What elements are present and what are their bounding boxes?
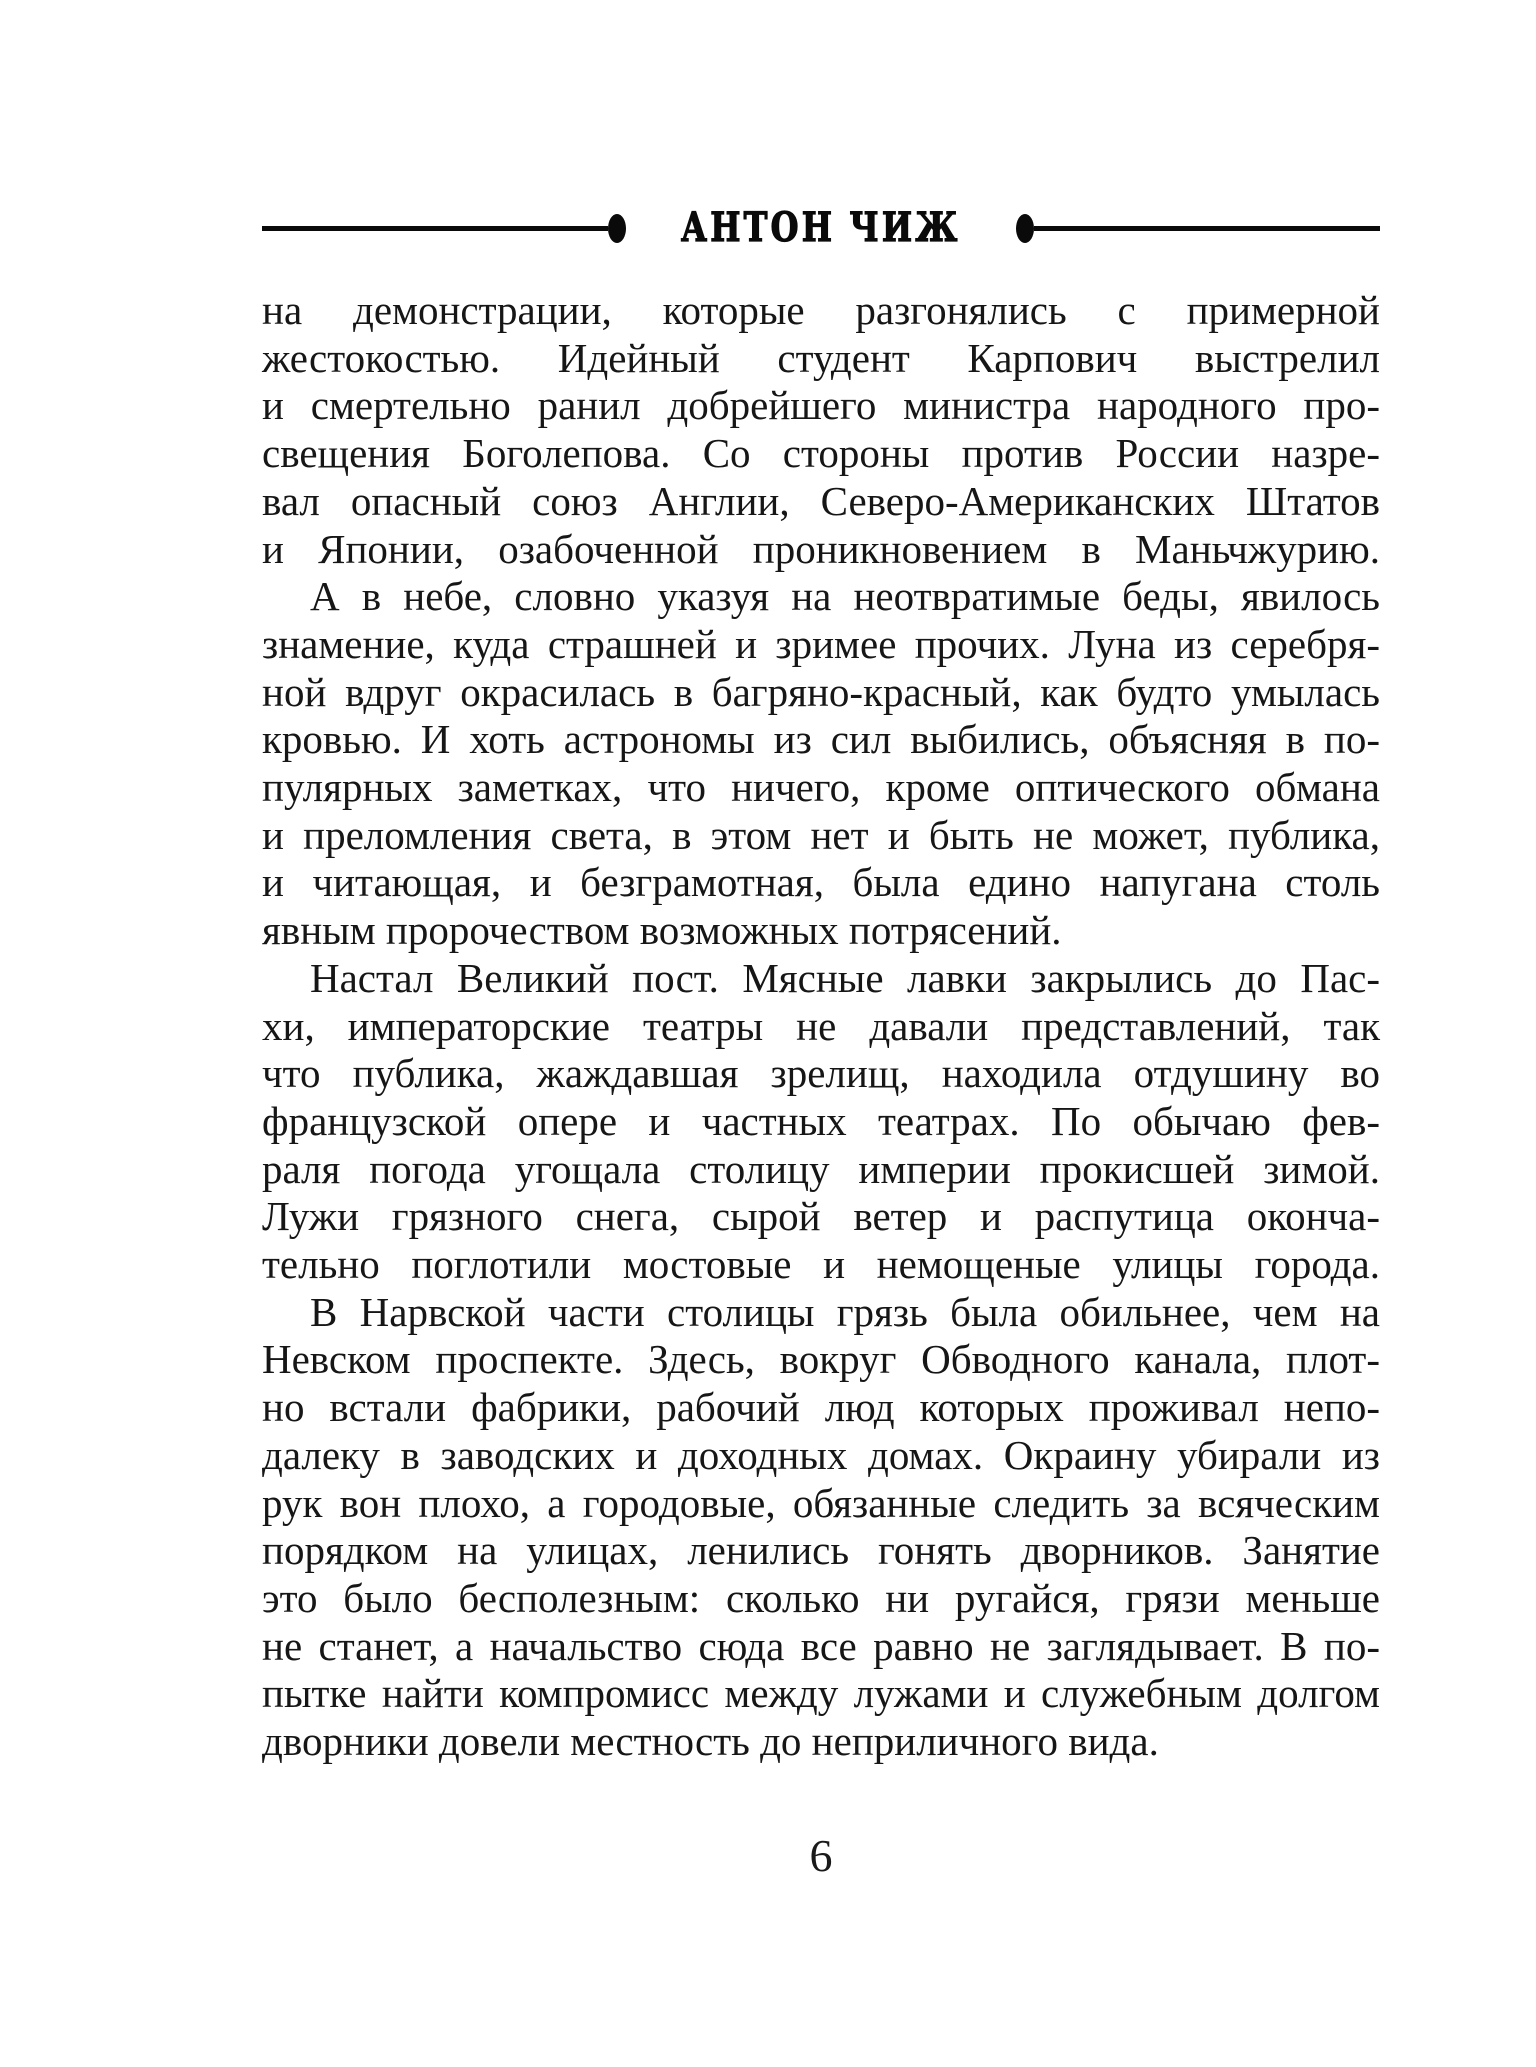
paragraph [262, 955, 1380, 1289]
author-name: АНТОН ЧИЖ [681, 204, 961, 251]
text-line: рук вон плохо, а городовые, обязанные следить за всяческим [262, 1479, 1380, 1526]
text-line: Невском проспекте. Здесь, вокруг Обводного канала, плот- [262, 1336, 1380, 1383]
text-line: и преломления света, в этом нет и быть не может, публика, [262, 811, 1380, 858]
text-line: порядком на улицах, ленились гонять дворников. Занятие [262, 1527, 1380, 1574]
body-text [262, 287, 1380, 1766]
text-line: тельно поглотили мостовые и немощеные улицы города. [262, 1241, 1380, 1288]
ornament-dot-right [1016, 214, 1034, 243]
text-line: на демонстрации, которые разгонялись с примерной [262, 287, 1380, 333]
text-line: вал опасный союз Англии, Северо-Американских Штатов [262, 477, 1380, 524]
text-line: не станет, а начальство сюда все равно не заглядывает. В по- [262, 1622, 1380, 1669]
ornament-dot-left [608, 214, 626, 243]
text-line: и читающая, и безграмотная, была едино напугана столь [262, 859, 1380, 906]
text-line: и смертельно ранил добрейшего министра народного про- [262, 382, 1380, 429]
text-line: знамение, куда страшней и зримее прочих. Луна из серебря- [262, 620, 1380, 667]
text-line: далеку в заводских и доходных домах. Окраину убирали из [262, 1431, 1380, 1478]
text-line: кровью. И хоть астрономы из сил выбились, объясняя в по- [262, 716, 1380, 763]
page-number: 6 [809, 1830, 833, 1881]
text-line: но встали фабрики, рабочий люд которых проживал непо- [262, 1384, 1380, 1431]
text-line: А в небе, словно указуя на неотвратимые беды, явилось [310, 573, 1380, 620]
paragraph [262, 1289, 1380, 1766]
text-line: свещения Боголепова. Со стороны против России назре- [262, 430, 1380, 477]
ornament-rule-left [262, 226, 608, 231]
text-line: Лужи грязного снега, сырой ветер и распутица оконча- [262, 1193, 1380, 1240]
text-line: и Японии, озабоченной проникновением в Маньчжурию. [262, 525, 1380, 572]
ornament-rule-right [1034, 226, 1380, 231]
paragraph [262, 287, 1380, 573]
text-line: пулярных заметках, что ничего, кроме оптического обмана [262, 764, 1380, 811]
text-line: ной вдруг окрасилась в багряно-красный, как будто умылась [262, 668, 1380, 715]
text-line: жестокостью. Идейный студент Карпович выстрелил [262, 334, 1380, 381]
text-line: явным пророчеством возможных потрясений. [262, 907, 1062, 954]
text-line: пытке найти компромисс между лужами и служебным долгом [262, 1670, 1380, 1717]
text-line: французской опере и частных театрах. По обычаю фев- [262, 1097, 1380, 1144]
text-line: что публика, жаждавшая зрелищ, находила отдушину во [262, 1050, 1380, 1097]
text-line: это было бесполезным: сколько ни ругайся, грязи меньше [262, 1574, 1380, 1621]
text-line: дворники довели местность до неприличного вида. [262, 1718, 1159, 1765]
text-line: раля погода угощала столицу империи прокисшей зимой. [262, 1145, 1380, 1192]
text-line: В Нарвской части столицы грязь была обильнее, чем на [310, 1288, 1380, 1335]
text-line: хи, императорские театры не давали представлений, так [262, 1002, 1380, 1049]
text-line: Настал Великий пост. Мясные лавки закрылись до Пас- [310, 954, 1380, 1001]
running-head [262, 203, 1380, 253]
paragraph [262, 573, 1380, 955]
